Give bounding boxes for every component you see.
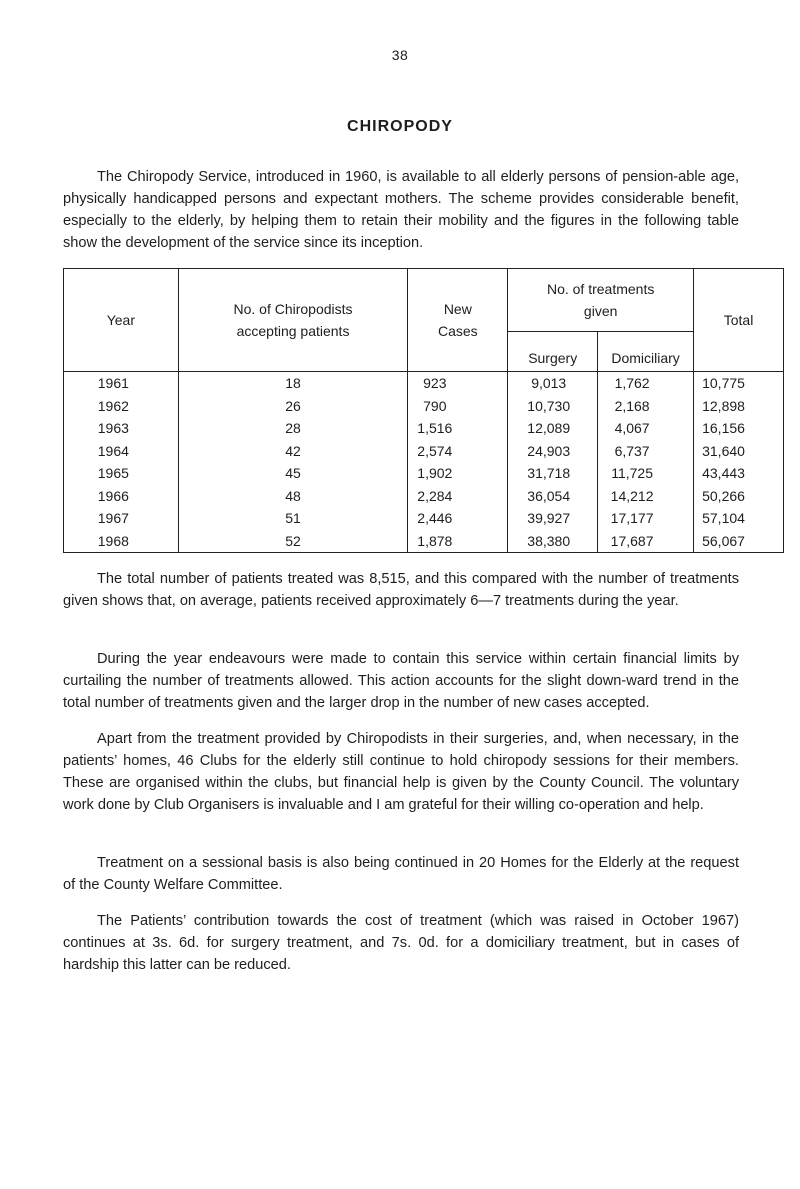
cell-domiciliary: 4,067 bbox=[598, 417, 694, 440]
cell-domiciliary: 14,212 bbox=[598, 485, 694, 508]
cell-total: 43,443 bbox=[694, 462, 784, 485]
chiropody-table bbox=[63, 268, 784, 553]
cell-surgery: 24,903 bbox=[508, 440, 598, 463]
cell-new-cases: 923 bbox=[408, 372, 508, 395]
table-row bbox=[64, 530, 784, 553]
cell-chiropodists: 48 bbox=[178, 485, 408, 508]
header-year: Year bbox=[64, 269, 179, 372]
cell-total: 57,104 bbox=[694, 507, 784, 530]
table-row bbox=[64, 395, 784, 418]
cell-surgery: 9,013 bbox=[508, 372, 598, 395]
cell-chiropodists: 42 bbox=[178, 440, 408, 463]
header-total: Total bbox=[694, 269, 784, 372]
table-row bbox=[64, 485, 784, 508]
cell-total: 56,067 bbox=[694, 530, 784, 553]
paragraph-clubs: Apart from the treatment provided by Chiropodists in their surgeries, and, when necessary, in the patients’ homes, 46 Clubs for the elderly still continue to hold chiropody sessions for their members. These are organised within the clubs, but financial help is given by the County Council. The voluntary work done by Club Organisers is invaluable and I am grateful for their willing co-operation and help. bbox=[63, 731, 739, 813]
paragraph-homes: Treatment on a sessional basis is also being continued in 20 Homes for the Elderly at the request of the County Welfare Committee. bbox=[63, 855, 739, 893]
cell-domiciliary: 17,687 bbox=[598, 530, 694, 553]
table-row bbox=[64, 440, 784, 463]
cell-total: 10,775 bbox=[694, 372, 784, 395]
paragraph-financial-limits: During the year endeavours were made to contain this service within certain financial limits by curtailing the number of treatments allowed. This action accounts for the slight down-ward trend in the total number of treatments given and the larger drop in the number of new cases accepted. bbox=[63, 651, 739, 711]
cell-chiropodists: 26 bbox=[178, 395, 408, 418]
section-heading: CHIROPODY bbox=[347, 118, 453, 135]
cell-chiropodists: 28 bbox=[178, 417, 408, 440]
cell-surgery: 39,927 bbox=[508, 507, 598, 530]
cell-new-cases: 790 bbox=[408, 395, 508, 418]
cell-total: 50,266 bbox=[694, 485, 784, 508]
cell-year: 1962 bbox=[64, 395, 179, 418]
cell-year: 1963 bbox=[64, 417, 179, 440]
header-chiropodists: No. of Chiropodists accepting patients bbox=[178, 269, 408, 372]
cell-new-cases: 1,516 bbox=[408, 417, 508, 440]
cell-domiciliary: 11,725 bbox=[598, 462, 694, 485]
cell-surgery: 36,054 bbox=[508, 485, 598, 508]
cell-domiciliary: 6,737 bbox=[598, 440, 694, 463]
cell-total: 12,898 bbox=[694, 395, 784, 418]
cell-chiropodists: 18 bbox=[178, 372, 408, 395]
header-treatments-given: No. of treatments given bbox=[508, 269, 694, 332]
cell-surgery: 31,718 bbox=[508, 462, 598, 485]
header-domiciliary: Domiciliary bbox=[598, 332, 694, 372]
cell-chiropodists: 52 bbox=[178, 530, 408, 553]
cell-new-cases: 2,284 bbox=[408, 485, 508, 508]
table-row bbox=[64, 372, 784, 395]
cell-chiropodists: 51 bbox=[178, 507, 408, 530]
page-number: 38 bbox=[391, 47, 409, 63]
cell-new-cases: 2,574 bbox=[408, 440, 508, 463]
cell-domiciliary: 1,762 bbox=[598, 372, 694, 395]
cell-surgery: 12,089 bbox=[508, 417, 598, 440]
table-row bbox=[64, 507, 784, 530]
header-new-cases: New Cases bbox=[408, 269, 508, 372]
cell-total: 16,156 bbox=[694, 417, 784, 440]
cell-surgery: 38,380 bbox=[508, 530, 598, 553]
cell-new-cases: 1,878 bbox=[408, 530, 508, 553]
cell-year: 1965 bbox=[64, 462, 179, 485]
cell-chiropodists: 45 bbox=[178, 462, 408, 485]
header-surgery: Surgery bbox=[508, 332, 598, 372]
cell-total: 31,640 bbox=[694, 440, 784, 463]
cell-domiciliary: 17,177 bbox=[598, 507, 694, 530]
table-row bbox=[64, 417, 784, 440]
cell-surgery: 10,730 bbox=[508, 395, 598, 418]
paragraph-contribution: The Patients’ contribution towards the cost of treatment (which was raised in October 1967) continues at 3s. 6d. for surgery treatment, and 7s. 0d. for a domiciliary treatment, but in cases of hardship this latter can be reduced. bbox=[63, 913, 739, 973]
cell-year: 1968 bbox=[64, 530, 179, 553]
table-row bbox=[64, 462, 784, 485]
cell-year: 1966 bbox=[64, 485, 179, 508]
cell-new-cases: 1,902 bbox=[408, 462, 508, 485]
cell-year: 1961 bbox=[64, 372, 179, 395]
cell-new-cases: 2,446 bbox=[408, 507, 508, 530]
cell-year: 1964 bbox=[64, 440, 179, 463]
paragraph-patients-treated: The total number of patients treated was 8,515, and this compared with the number of treatments given shows that, on average, patients received approximately 6—7 treatments during the year. bbox=[63, 571, 739, 609]
intro-paragraph: The Chiropody Service, introduced in 1960, is available to all elderly persons of pension-able age, physically handicapped persons and expectant mothers. The scheme provides considerable benefit, especially to the elderly, by helping them to retain their mobility and the figures in the following table show the development of the service since its inception. bbox=[63, 169, 739, 251]
cell-year: 1967 bbox=[64, 507, 179, 530]
cell-domiciliary: 2,168 bbox=[598, 395, 694, 418]
